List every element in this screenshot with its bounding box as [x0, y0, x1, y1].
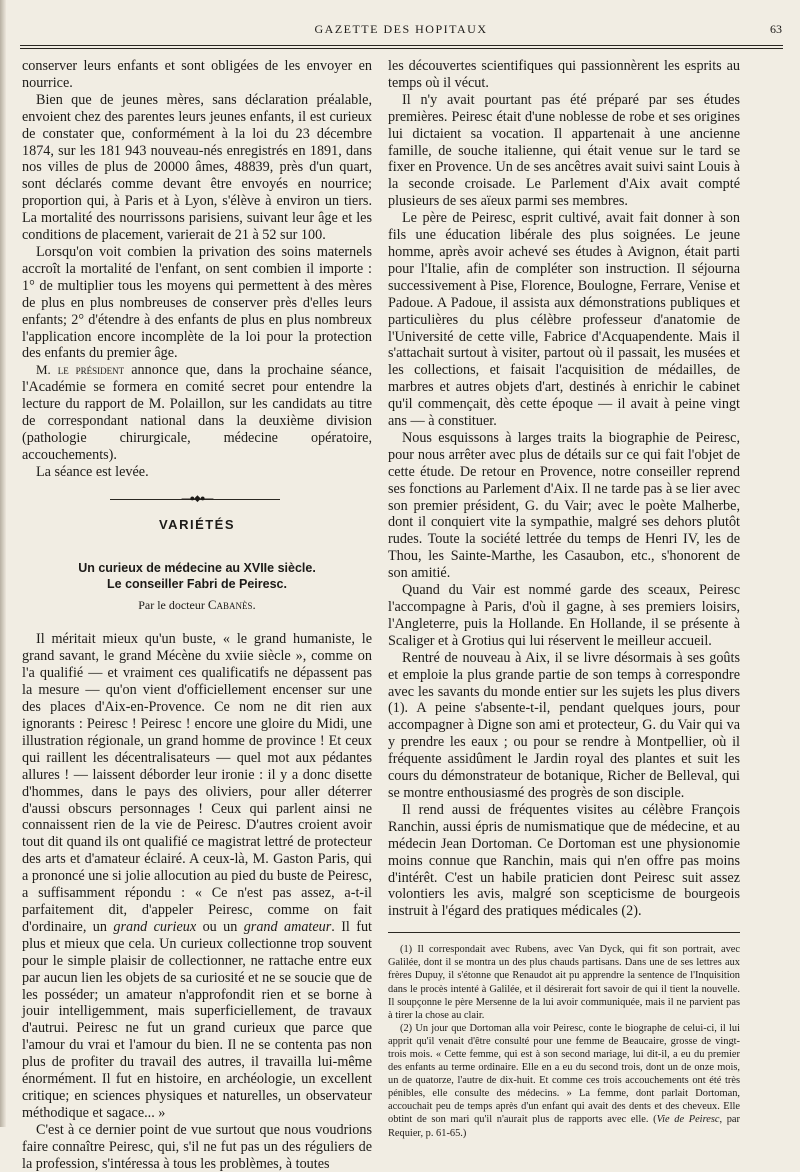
footnote-1: (1) Il correspondait avec Rubens, avec Van Dyck, qui fit son portrait, avec Galilée, dont il se montra un des plus chauds partisans. Dans une de ses lettres aux frères Dupuy, il s'étonne que Renaudot ait pu apprendre la sentence de l'Inquisition dans le procès intenté à Galilée, et il désirerait fort savoir de qui il tient la nouvelle. Il soupçonne le père Mersenne de la lui avoir communiquée, mais il ne parvient pas à tirer la chose au clair. — [388, 944, 740, 1021]
paragraph: Nous esquissons à larges traits la biographie de Peiresc, pour nous arrêter avec plus de détails sur ce qui fait l'objet de cette étude. De retour en Provence, notre conseiller reprend ses fonctions au Parlement d'Aix. Il ne tarde pas à se lier avec son premier président, G. du Vair; avec le poète Malherbe, dont il conquiert vite la sympathie, malgré ses dehors plutôt rudes. Toute la société lettrée du temps de Henri IV, les de Thou, les Sainte-Marthe, les Casaubon, etc., s'honorent de son amitié. — [388, 429, 740, 582]
section-title: VARIÉTÉS — [158, 516, 236, 532]
emphasis: grand curieux — [113, 918, 197, 935]
paragraph: conserver leurs enfants et sont obligées de les envoyer en nourrice. — [22, 58, 372, 91]
paragraph: Bien que de jeunes mères, sans déclaration préalable, envoient chez des parentes leurs jeunes enfants, il est curieux de constater que, conformément à la loi du 23 décembre 1874, sur les 181 943 nouveau-nés enregistrés en 1891, dans nos villes de plus de 20000 âmes, 48839, près d'un quart, sont déclarés comme devant être envoyés en nourrice; proportion qui, à Paris et à Lyon, s'élève à environ un tiers. La mortalité des nourrissons parisiens, suivant leur âge et les conditions de placement, varierait de 21 à 52 sur 100. — [22, 91, 372, 244]
section-separator — [22, 489, 372, 511]
paragraph: Il n'y avait pourtant pas été préparé par ses études premières. Peiresc était d'une noblesse de robe et ses origines lui dictaient sa vocation. Il appartenait à une ancienne famille, de souche italienne, qui était venue sur le tard se fixer en Provence. Un de ses ancêtres avait suivi saint Louis à la seconde croisade. Le Parlement d'Aix avait compté plusieurs de ses aïeux parmi ses membres. — [388, 91, 740, 210]
paragraph: Lorsqu'on voit combien la privation des soins maternels accroît la mortalité de l'enfant, on sent combien il importe : 1° de multiplier tous les moyens qui permettent à des mères de plus en plus nombreuses de conserver près d'elles leurs enfants; 2° d'étendre à des enfants de plus en plus nombreux l'application encore incomplète de la loi pour la protection des enfants du premier âge. — [22, 243, 372, 362]
paragraph: La séance est levée. — [36, 463, 149, 480]
paragraph: Quand du Vair est nommé garde des sceaux, Peiresc l'accompagne à Paris, d'où il gagne, à ses premiers loisirs, l'Angleterre, puis la Hollande. En Hollande, il se présente à Scaliger et à Grotius qui lui réservent le meilleur accueil. — [388, 582, 740, 649]
paragraph-text: . Il fut plus et mieux que cela. Un curieux collectionne trop souvent pour le simple plaisir de collectionner, ne rattache entre eux par aucun lien les objets de sa curiosité et ne se soucie que de les posséder; un amateur n'approfondit rien et se borne à jouir intelligemment, mais superficiellement, de travaux d'autrui. Peiresc ne fut un grand curieux que parce que l'amour du vrai et l'amour du bien. Il ne se contenta pas non plus de profiter du travail des autres, il travailla lui-même énormément. Il fut en histoire, en archéologie, un excellent critique; en sciences physiques et naturelles, un observateur méthodique et sagace... » — [22, 918, 372, 1121]
left-column — [22, 58, 372, 1172]
byline-prefix: Par le docteur — [138, 597, 208, 612]
footnotes — [388, 943, 740, 1139]
footnote-text: (2) Un jour que Dortoman alla voir Peiresc, conte le biographe de celui-ci, il lui apprit qu'il venait d'être consulté pour une femme de Beaucaire, grosse de vingt-trois mois. « Cette femme, qui est à son second mariage, lui dit-il, a eu du premier des enfants au terme ordinaire. Elle en a eu du second trois, dont un de onze mois, un de quatorze, l'autre de dix-huit. Et comme ces trois accouchements ont été très pénibles, elle consulte des médecins. » La femme, dont parlait Dortoman, accouchait peu de temps après d'un enfant qui avait des dents et des cheveux. Elle obtint de son mari qu'il n'aurait plus de rapports avec elle. ( — [388, 1022, 740, 1126]
paragraph-text: annonce que, dans la prochaine séance, l'Académie se formera en comité secret pour entendre la lecture du rapport de M. Polaillon, sur les candidats au titre de correspondant national dans la deuxième division (pathologie chirurgicale, médecine opératoire, accouchements). — [22, 362, 372, 463]
citation-title: Vie de Peiresc — [656, 1114, 720, 1126]
journal-title: GAZETTE DES HOPITAUX — [314, 22, 488, 36]
header-rule-bottom — [20, 48, 783, 49]
footnote-2 — [388, 1022, 740, 1140]
header-rule-top — [20, 45, 783, 46]
page-header — [20, 22, 782, 42]
footnote-rule — [388, 932, 740, 933]
paragraph: les découvertes scientifiques qui passionnèrent les esprits au temps où il vécut. — [388, 58, 740, 91]
article-title: Un curieux de médecine au XVIIe siècle. — [78, 560, 316, 575]
paragraph: Il rend aussi de fréquentes visites au célèbre François Ranchin, aussi épris de numismatique que de médecine, et au médecin Jean Dortoman. Ce Dortoman est une physionomie moins connue que Ranchin, mais qui n'en offre pas moins d'intérêt. C'est un habile praticien dont Peiresc suit assez volontiers les avis, malgré son scepticisme de bourgeois instruit à l'égard des pratiques médicales (2). — [388, 801, 740, 920]
paragraph — [22, 631, 372, 1121]
author-name: Cabanès. — [207, 596, 256, 612]
page-number: 63 — [770, 22, 782, 36]
paragraph-text: Il méritait mieux qu'un buste, « le grand humaniste, le grand savant, le grand Mécène du xviie siècle », comme on l'a qualifié — et vraiment ces qualificatifs ne dépassent pas la mesure — qu'on vient d'officiellement encenser sur une des places d'Aix-en-Provence. Ce nom ne dit rien aux ignorants : Peiresc ! Peiresc ! encore une gloire du Midi, une illustration régionale, un grand homme de province ! Et ceux qui raillent les décentralisateurs — quel mot aux pédantes allures ! — laissent déborder leur ironie : il y a donc disette d'hommes, dans le pays des oliviers, pour aller déterrer d'aussi obscurs personnages ! Ceux qui parlent ainsi ne connaissent rien de la vie de Peiresc. D'autres croient avoir tout dit quand ils ont qualifié ce magistrat lettré de protecteur des arts et d'amateur éclairé. A ceux-là, M. Gaston Paris, qui a prononcé une si jolie allocution au pied du buste de Peiresc, a suffisamment répondu : « Ce n'est pas assez, a-t-il parfaitement dit, d'appeler Peiresc, comme on fait d'ordinaire, un — [22, 631, 372, 935]
paragraph: Rentré de nouveau à Aix, il se livre désormais à ses goûts et emploie la plus grande partie de son temps à correspondre avec les savants du monde entier sur les sujets les plus divers (1). A peine s'absente-t-il, pendant quelques jours, pour accompagner à Digne son ami et protecteur, G. du Vair qui va y prendre les eaux ; ou pour se rendre à Montpellier, où il fréquente assidûment le Jardin royal des plantes et suit les cours du démonstrateur de botanique, Richer de Belleval, qui se montre enthousiasmé des progrès de son disciple. — [388, 649, 740, 801]
right-column — [388, 58, 740, 1140]
footnote-text: , par Requier, p. 61-65.) — [388, 1114, 741, 1139]
speaker-label: M. le président — [36, 362, 125, 378]
paragraph: C'est à ce dernier point de vue surtout que nous voudrions faire connaître Peiresc, qui, s'il ne fut pas un des réguliers de la profession, s'intéressa à tous les problèmes, à toutes — [22, 1121, 372, 1172]
paragraph-text: ou un — [196, 918, 244, 935]
emphasis: grand amateur — [243, 918, 332, 935]
paragraph — [22, 362, 372, 463]
article-subtitle: Le conseiller Fabri de Peiresc. — [107, 576, 287, 591]
separator-ornament: —●◆●— — [181, 492, 213, 503]
paragraph: Le père de Peiresc, esprit cultivé, avait fait donner à son fils une éducation libérale des plus soignées. Le jeune homme, après avoir achevé ses études à Avignon, était parti pour l'Italie, afin de compléter son instruction. Il séjourna successivement à Pise, Florence, Boulogne, Ferrare, Venise et Padoue. A Padoue, il assista aux démonstrations publiques et particulières du plus célèbre professeur d'anatomie de l'Université de cette ville, Fabrice d'Acquapendente. Mais il s'attachait surtout à visiter, partout où il passait, les musées et les collections, et faisait l'acquisition de médailles, de marbres et autres objets d'art, destinés à enrichir le cabinet qu'il commençait, dès cette époque — il avait à peine vingt ans — à constituer. — [388, 210, 740, 430]
binding-shadow — [0, 0, 6, 1127]
byline — [22, 597, 372, 614]
